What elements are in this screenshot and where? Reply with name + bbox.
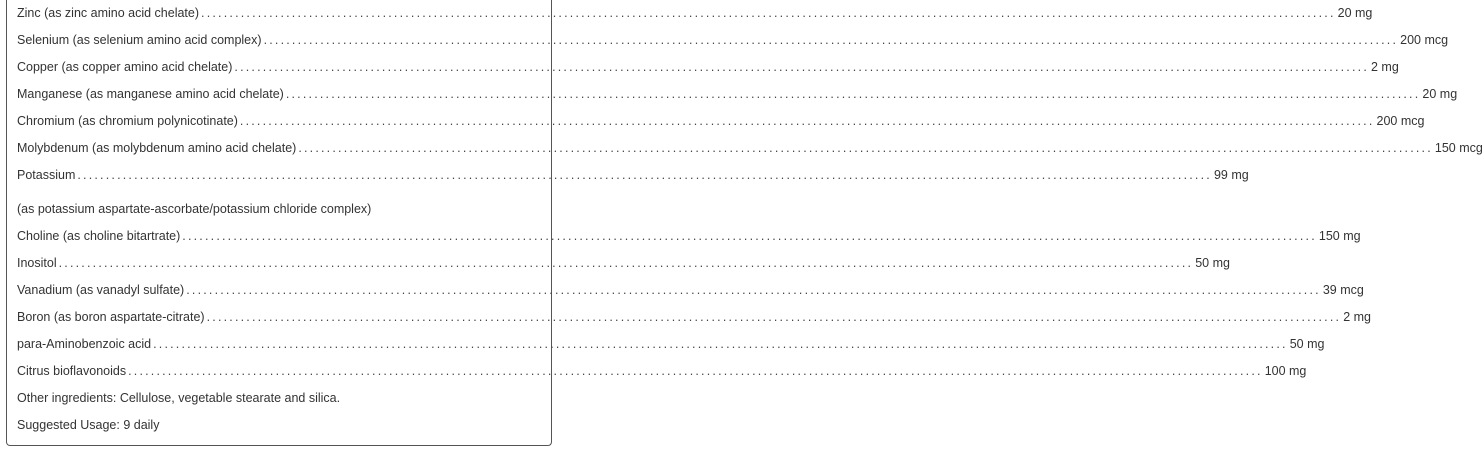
nutrient-name: Boron (as boron aspartate-citrate) bbox=[17, 310, 205, 324]
nutrient-name: Potassium bbox=[17, 168, 76, 182]
nutrient-row-chromium bbox=[17, 112, 1425, 130]
suggested-usage: Suggested Usage: 9 daily bbox=[17, 418, 160, 432]
nutrient-row-zinc bbox=[17, 4, 1373, 22]
nutrient-amount: 200 mcg bbox=[1376, 114, 1425, 128]
dot-leader: ........................................................................................................................................................................................................ bbox=[58, 256, 1194, 270]
potassium-note: (as potassium aspartate-ascorbate/potassium chloride complex) bbox=[17, 202, 372, 216]
dot-leader: ........................................................................................................................................................................................................ bbox=[234, 60, 1369, 74]
other-ingredients: Other ingredients: Cellulose, vegetable stearate and silica. bbox=[17, 391, 341, 405]
dot-leader: ........................................................................................................................................................................................................ bbox=[153, 337, 1288, 351]
dot-leader: ........................................................................................................................................................................................................ bbox=[285, 87, 1421, 101]
nutrient-row-citrus-bioflavonoids bbox=[17, 362, 1307, 380]
dot-leader: ........................................................................................................................................................................................................ bbox=[77, 168, 1212, 182]
nutrient-row-manganese bbox=[17, 85, 1458, 103]
nutrient-amount: 50 mg bbox=[1195, 256, 1230, 270]
nutrient-amount: 50 mg bbox=[1289, 337, 1325, 351]
nutrient-name: Selenium (as selenium amino acid complex) bbox=[17, 33, 262, 47]
nutrient-amount: 20 mg bbox=[1337, 6, 1373, 20]
nutrient-name: Zinc (as zinc amino acid chelate) bbox=[17, 6, 200, 20]
nutrient-name: Molybdenum (as molybdenum amino acid chelate) bbox=[17, 141, 297, 155]
nutrient-row-choline bbox=[17, 227, 1361, 245]
nutrient-amount: 39 mcg bbox=[1322, 283, 1364, 297]
nutrient-name: Copper (as copper amino acid chelate) bbox=[17, 60, 233, 74]
dot-leader: ........................................................................................................................................................................................................ bbox=[182, 229, 1317, 243]
nutrient-row-boron bbox=[17, 308, 1371, 326]
dot-leader: ........................................................................................................................................................................................................ bbox=[128, 364, 1263, 378]
nutrient-row-molybdenum bbox=[17, 139, 1483, 157]
nutrient-name: Choline (as choline bitartrate) bbox=[17, 229, 181, 243]
supplement-facts-panel bbox=[6, 0, 1483, 446]
nutrient-name: Chromium (as chromium polynicotinate) bbox=[17, 114, 238, 128]
dot-leader: ........................................................................................................................................................................................................ bbox=[201, 6, 1336, 20]
nutrient-amount: 99 mg bbox=[1213, 168, 1249, 182]
nutrient-name: Citrus bioflavonoids bbox=[17, 364, 127, 378]
nutrient-name: Manganese (as manganese amino acid chelate) bbox=[17, 87, 284, 101]
nutrient-row-vanadium bbox=[17, 281, 1364, 299]
nutrient-amount: 200 mcg bbox=[1400, 33, 1449, 47]
dot-leader: ........................................................................................................................................................................................................ bbox=[263, 33, 1399, 47]
nutrient-amount: 150 mcg bbox=[1434, 141, 1483, 155]
nutrient-amount: 2 mg bbox=[1343, 310, 1371, 324]
dot-leader: ........................................................................................................................................................................................................ bbox=[206, 310, 1342, 324]
nutrient-row-potassium bbox=[17, 166, 1249, 184]
nutrient-row-paba bbox=[17, 335, 1325, 353]
nutrient-row-selenium bbox=[17, 31, 1449, 49]
nutrient-name: para-Aminobenzoic acid bbox=[17, 337, 152, 351]
nutrient-amount: 100 mg bbox=[1264, 364, 1307, 378]
dot-leader: ........................................................................................................................................................................................................ bbox=[239, 114, 1375, 128]
nutrient-name: Vanadium (as vanadyl sulfate) bbox=[17, 283, 185, 297]
nutrient-row-inositol bbox=[17, 254, 1230, 272]
dot-leader: ........................................................................................................................................................................................................ bbox=[298, 141, 1433, 155]
nutrient-name: Inositol bbox=[17, 256, 57, 270]
nutrient-row-copper bbox=[17, 58, 1399, 76]
nutrient-amount: 150 mg bbox=[1318, 229, 1361, 243]
nutrient-amount: 2 mg bbox=[1371, 60, 1399, 74]
dot-leader: ........................................................................................................................................................................................................ bbox=[186, 283, 1321, 297]
nutrient-amount: 20 mg bbox=[1422, 87, 1458, 101]
